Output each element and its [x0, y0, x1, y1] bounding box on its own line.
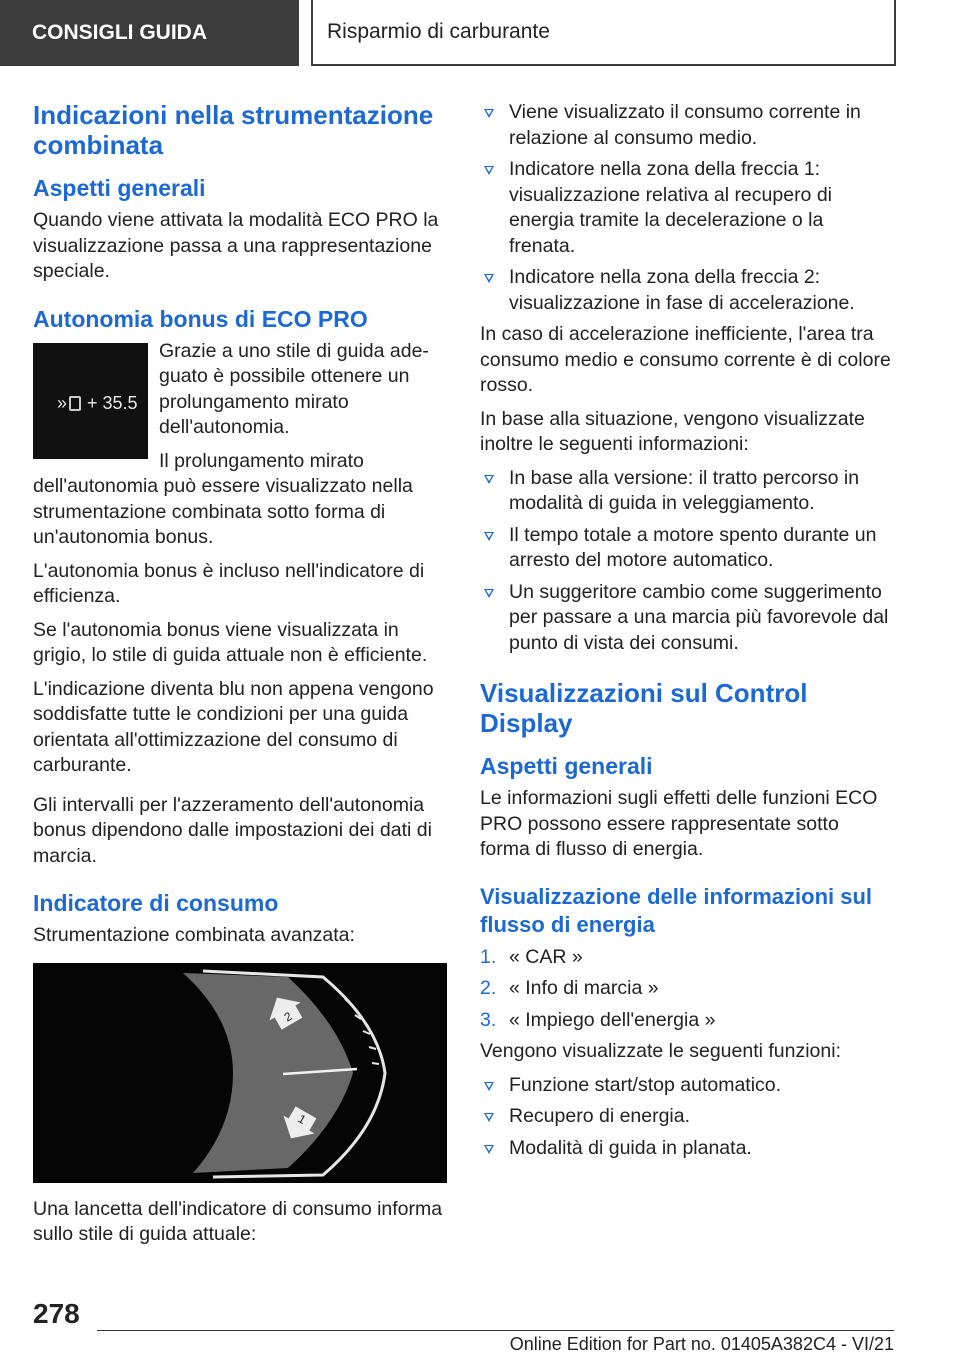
- paragraph: Strumentazione combinata avanzata:: [33, 924, 355, 946]
- list-item: In base alla versione: il tratto percorso in modalità di guida in veleggiamento.: [480, 466, 894, 517]
- heading-consumption-indicator: Indicatore di consumo: [33, 890, 279, 916]
- bullet-list: [480, 466, 894, 657]
- section-label: CONSIGLI GUIDA: [32, 21, 208, 44]
- fuel-pump-icon: [69, 396, 81, 411]
- heading-general-aspects: Aspetti generali: [480, 753, 653, 779]
- triangle-bullet-icon: [484, 109, 494, 118]
- heading-control-display: Visualizzazioni sul Control Display: [480, 678, 808, 738]
- bullet-list: [480, 100, 894, 316]
- list-item: Il tempo totale a motore spento durante un arresto del motore automatico.: [480, 523, 894, 574]
- heading-bonus-range: Autonomia bonus di ECO PRO: [33, 305, 368, 332]
- double-chevron-icon: »: [57, 392, 68, 413]
- paragraph: Vengono visualizzate le seguenti funzioni:: [480, 1040, 841, 1062]
- paragraph: Gli intervalli per l'azzeramento dell'autonomia bonus dipendono dalle impostazioni dei dati di marcia.: [33, 793, 432, 867]
- triangle-bullet-icon: [484, 532, 494, 541]
- chapter-title: Risparmio di carburante: [327, 20, 550, 43]
- section-tab: [0, 0, 299, 66]
- consumption-gauge-image: [33, 963, 447, 1183]
- bullet-list: [480, 1073, 894, 1162]
- list-item: Modalità di guida in planata.: [480, 1136, 894, 1162]
- gauge-sector: [183, 973, 353, 1173]
- paragraph: In base alla situazione, vengono visualizzate inoltre le seguenti informazioni:: [480, 407, 865, 455]
- list-item: Recupero di energia.: [480, 1104, 894, 1130]
- step-item: 1. « CAR »: [480, 945, 583, 968]
- bonus-range-image: [33, 343, 148, 459]
- chapter-tab: [311, 0, 896, 66]
- list-item: Un suggeritore cambio come suggerimento per passare a una marcia più favorevole dal punto di vista dei consumi.: [480, 580, 894, 657]
- list-item: Funzione start/stop automatico.: [480, 1073, 894, 1099]
- paragraph: Una lancetta dell'indicatore di consumo informa sullo stile di guida attuale:: [33, 1197, 443, 1245]
- paragraph: In caso di accelerazione inefficiente, l'area tra consumo medio e consumo corrente è di colore rosso.: [480, 323, 891, 396]
- paragraph: Il prolungamento mirato dell'autonomia può essere visualizzato nella strumentazione combinata sotto forma di un'autonomia bonus.: [33, 449, 413, 548]
- bonus-value: + 35.5: [87, 392, 138, 413]
- step-item: 3. « Impiego dell'energia »: [480, 1008, 716, 1031]
- paragraph: Quando viene attivata la modalità ECO PRO la visualizzazione passa a una rappresentazione speciale.: [33, 209, 439, 282]
- list-item: Indicatore nella zona della freccia 1: visualizzazione relativa al recupero di energia tramite la decelerazione o la frenata.: [480, 157, 894, 259]
- list-item: Viene visualizzato il consumo corrente in relazione al consumo medio.: [480, 100, 894, 151]
- triangle-bullet-icon: [484, 166, 494, 175]
- footer-divider: [97, 1330, 894, 1331]
- paragraph: Le informazioni sugli effetti delle funzioni ECO PRO possono essere rappresentate sotto forma di flusso di energia.: [480, 787, 878, 860]
- triangle-bullet-icon: [484, 589, 494, 598]
- right-column: [480, 100, 894, 1167]
- page-number: 278: [33, 1298, 80, 1329]
- triangle-bullet-icon: [484, 1082, 494, 1091]
- consumption-gauge-graphic: [33, 963, 447, 1183]
- triangle-bullet-icon: [484, 274, 494, 283]
- step-item: 2. « Info di marcia »: [480, 977, 659, 999]
- page-header: [0, 0, 960, 66]
- arrow-2-label: 2: [281, 1008, 295, 1024]
- triangle-bullet-icon: [484, 1145, 494, 1154]
- edition-note: Online Edition for Part no. 01405A382C4 - VI/21: [509, 1334, 894, 1354]
- left-column: [33, 100, 447, 1256]
- numbered-steps: [480, 945, 894, 1034]
- heading-general-aspects: Aspetti generali: [33, 175, 206, 201]
- paragraph: Se l'autonomia bonus viene visualizzata in grigio, lo stile di guida attuale non è efficiente.: [33, 618, 428, 666]
- paragraph: Grazie a uno stile di guida adeguato è possibile ottenere un prolungamento mirato dell'autonomia.: [159, 339, 429, 438]
- heading-instrument-cluster: Indicazioni nella strumentazione combinata: [33, 100, 434, 160]
- arrow-1-label: 1: [295, 1111, 309, 1127]
- triangle-bullet-icon: [484, 1113, 494, 1122]
- bonus-readout: [57, 391, 138, 417]
- paragraph: L'autonomia bonus è incluso nell'indicatore di efficienza.: [33, 559, 425, 607]
- paragraph: L'indicazione diventa blu non appena vengono soddisfatte tutte le condizioni per una guida orientata all'ottimizzazione del consumo di carburante.: [33, 677, 434, 776]
- heading-energy-flow: Visualizzazione delle informazioni sul flusso di energia: [480, 883, 873, 937]
- triangle-bullet-icon: [484, 475, 494, 484]
- list-item: Indicatore nella zona della freccia 2: visualizzazione in fase di accelerazione.: [480, 265, 894, 316]
